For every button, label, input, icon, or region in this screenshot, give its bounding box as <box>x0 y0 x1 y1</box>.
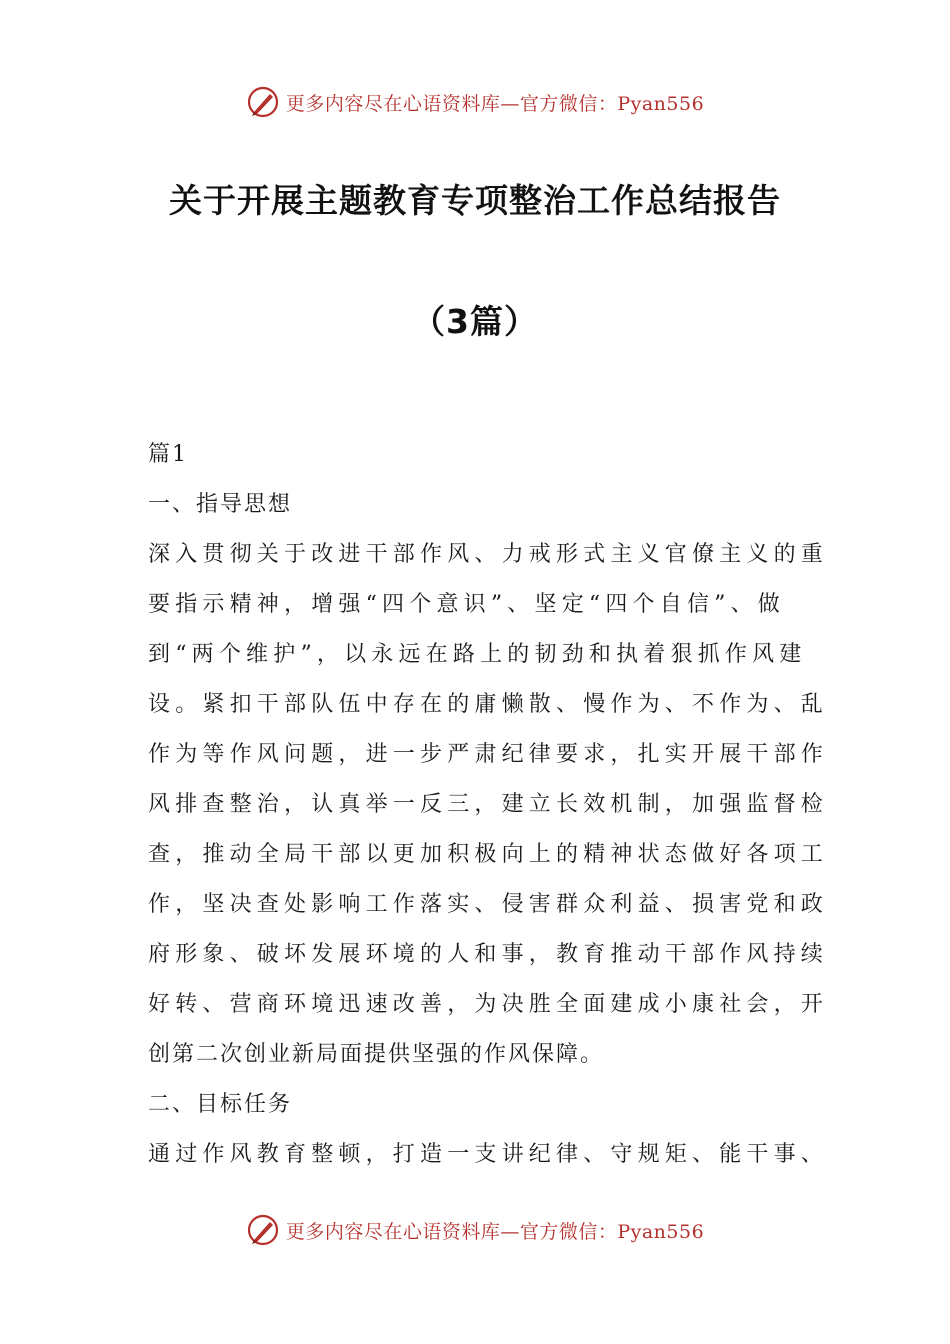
watermark-banner-top <box>0 82 950 122</box>
heading-guiding-ideology: 一、指导思想 <box>148 492 293 517</box>
document-body <box>148 430 829 1180</box>
paragraph-line: 通过作风教育整顿，打造一支讲纪律、守规矩、能干事、 <box>148 1142 829 1167</box>
pen-logo-icon <box>246 85 280 119</box>
paragraph-line: 府形象、破坏发展环境的人和事，教育推动干部作风持续 <box>148 942 829 967</box>
paragraph-line: 好转、营商环境迅速改善，为决胜全面建成小康社会，开 <box>148 992 829 1017</box>
document-subtitle: （3篇） <box>412 302 538 341</box>
paragraph-line: 到“两个维护”，以永远在路上的韧劲和执着狠抓作风建 <box>148 642 807 667</box>
watermark-text: 更多内容尽在心语资料库—官方微信：Pyan556 <box>285 92 705 115</box>
section-label: 篇1 <box>148 442 188 467</box>
paragraph-line: 查，推动全局干部以更加积极向上的精神状态做好各项工 <box>148 842 829 867</box>
paragraph-line: 作，坚决查处影响工作落实、侵害群众利益、损害党和政 <box>148 892 829 917</box>
paragraph-line: 深入贯彻关于改进干部作风、力戒形式主义官僚主义的重 <box>148 542 829 567</box>
heading-objectives: 二、目标任务 <box>148 1092 293 1117</box>
watermark-banner-bottom <box>0 1210 950 1250</box>
pen-logo-icon <box>246 1213 280 1247</box>
paragraph-line: 要指示精神，增强“四个意识”、坚定“四个自信”、做 <box>148 592 785 617</box>
paragraph-line: 风排查整治，认真举一反三，建立长效机制，加强监督检 <box>148 792 829 817</box>
paragraph-line: 作为等作风问题，进一步严肃纪律要求，扎实开展干部作 <box>148 742 829 767</box>
document-title: 关于开展主题教育专项整治工作总结报告 <box>169 181 781 220</box>
paragraph-line: 设。紧扣干部队伍中存在的庸懒散、慢作为、不作为、乱 <box>148 692 829 717</box>
paragraph-line: 创第二次创业新局面提供坚强的作风保障。 <box>148 1042 605 1067</box>
watermark-text: 更多内容尽在心语资料库—官方微信：Pyan556 <box>285 1220 705 1243</box>
